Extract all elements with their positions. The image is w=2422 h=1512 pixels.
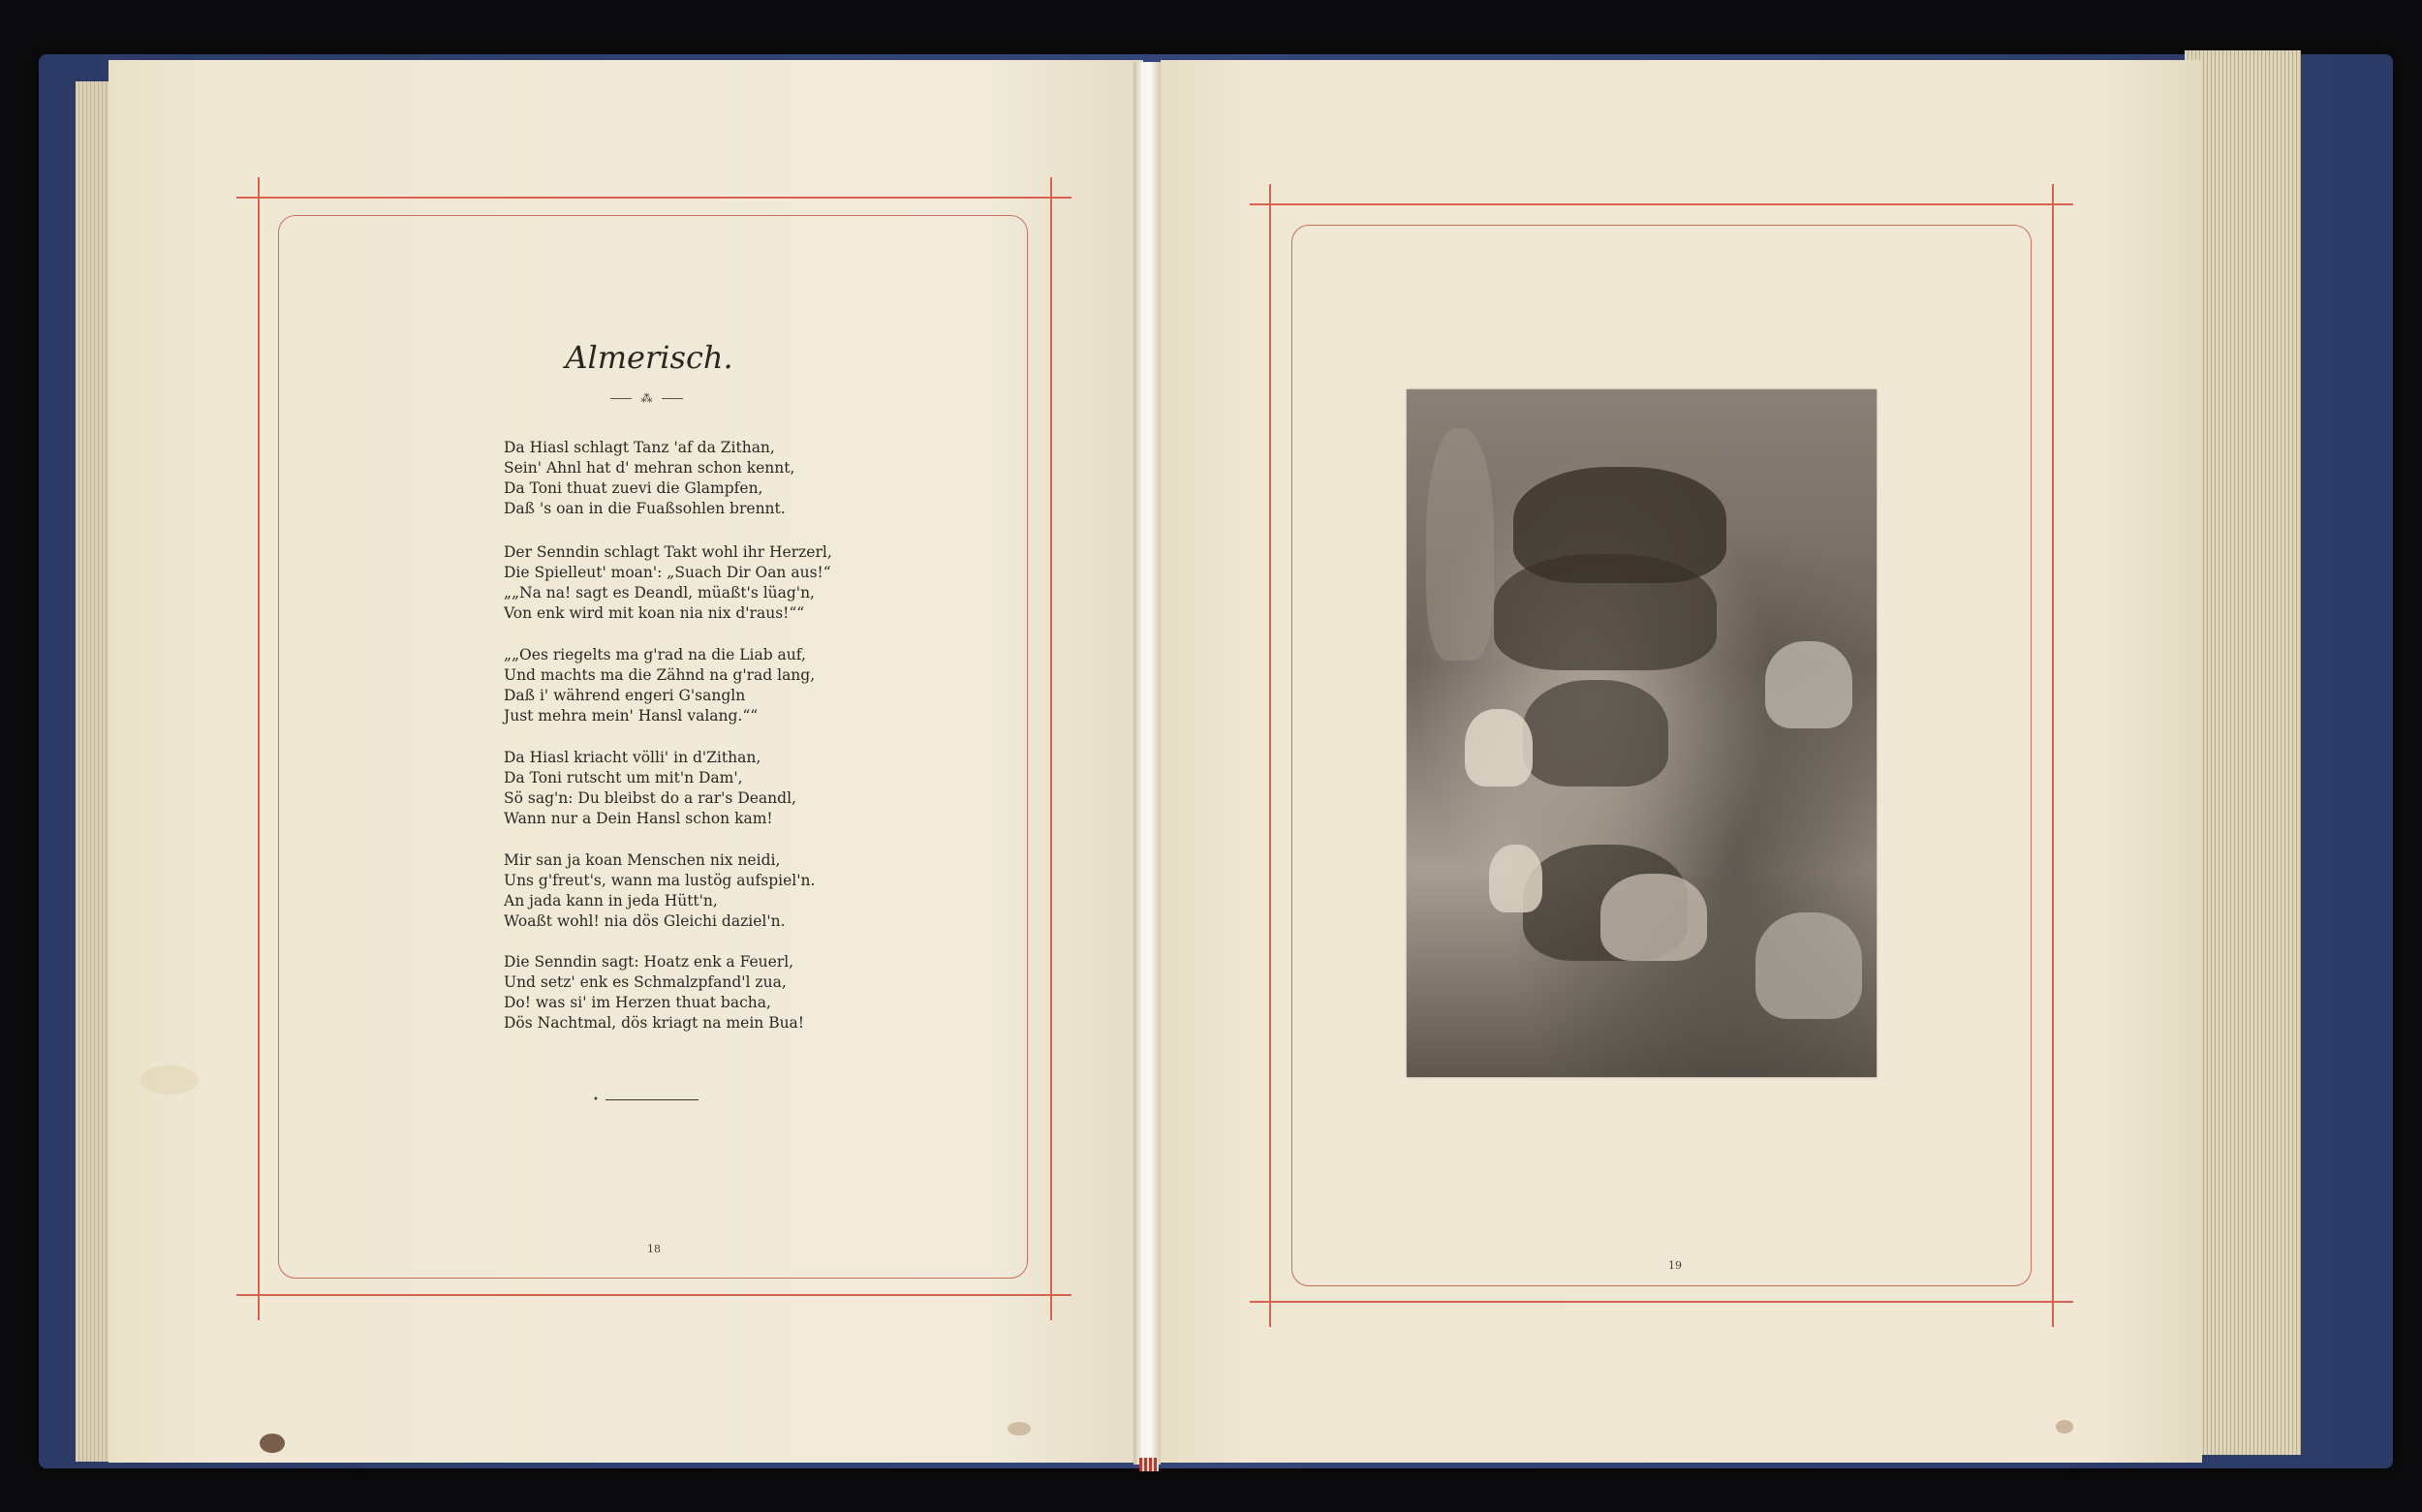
poem-line: „„Oes riegelts ma g'rad na die Liab auf, — [504, 646, 806, 663]
stanza-5 — [504, 850, 815, 932]
poem-line: Von enk wird mit koan nia nix d'raus!““ — [504, 604, 805, 622]
poem-line: Daß 's oan in die Fuaßsohlen brennt. — [504, 500, 786, 517]
frame-line — [236, 197, 1071, 199]
frame-line — [1050, 177, 1052, 1320]
poem-line: Und setz' enk es Schmalzpfand'l zua, — [504, 973, 787, 991]
stanza-1 — [504, 438, 794, 519]
poem-line: Do! was si' im Herzen thuat bacha, — [504, 994, 771, 1011]
poem-line: Da Toni thuat zuevi die Glampfen, — [504, 479, 763, 497]
poem-line: Uns g'freut's, wann ma lustög aufspiel'n. — [504, 872, 816, 889]
book-gutter — [1133, 62, 1161, 1465]
left-page-number: 18 — [647, 1243, 661, 1255]
stanza-3 — [504, 645, 815, 726]
foxing-stain — [1008, 1422, 1031, 1435]
poem-line: Da Hiasl kriacht völli' in d'Zithan, — [504, 749, 761, 766]
end-ornament-dot: • — [593, 1095, 599, 1105]
stanza-2 — [504, 542, 832, 624]
right-page-number: 19 — [1668, 1259, 1682, 1272]
foxing-stain — [140, 1065, 199, 1095]
photo-figure — [1755, 912, 1862, 1019]
stanza-4 — [504, 748, 796, 829]
poem-line: Woaßt wohl! nia dös Gleichi daziel'n. — [504, 912, 786, 930]
frame-line — [1250, 1301, 2073, 1303]
poem-line: Wann nur a Dein Hansl schon kam! — [504, 810, 773, 827]
photo-figure — [1600, 874, 1707, 961]
poem-line: Die Senndin sagt: Hoatz enk a Feuerl, — [504, 953, 794, 971]
frame-line — [258, 177, 260, 1320]
stanza-6 — [504, 952, 804, 1034]
poem-line: Und machts ma die Zähnd na g'rad lang, — [504, 666, 816, 684]
poem-line: Da Hiasl schlagt Tanz 'af da Zithan, — [504, 439, 775, 456]
title-ornament: ⁂ — [610, 391, 683, 405]
foxing-stain — [2056, 1420, 2073, 1434]
poem-line: Sö sag'n: Du bleibst do a rar's Deandl, — [504, 789, 796, 807]
mounted-photograph — [1407, 389, 1877, 1077]
poem-line: Just mehra mein' Hansl valang.““ — [504, 707, 759, 725]
frame-line — [1269, 184, 1271, 1327]
photo-figure — [1494, 554, 1717, 670]
photo-figure — [1523, 680, 1668, 787]
frame-line — [236, 1294, 1071, 1296]
poem-line: Sein' Ahnl hat d' mehran schon kennt, — [504, 459, 795, 477]
poem-line: Mir san ja koan Menschen nix neidi, — [504, 851, 781, 869]
headband — [1139, 1458, 1159, 1471]
poem-line: Der Senndin schlagt Takt wohl ihr Herzerl, — [504, 543, 832, 561]
right-page-edges — [2185, 50, 2301, 1455]
poem-line: An jada kann in jeda Hütt'n, — [504, 892, 718, 910]
poem-line: „„Na na! sagt es Deandl, müaßt's lüag'n, — [504, 584, 815, 602]
photo-figure — [1765, 641, 1852, 728]
photo-figure — [1489, 845, 1542, 912]
poem-line: Daß i' während engeri G'sangln — [504, 687, 746, 704]
frame-line — [2052, 184, 2054, 1327]
photo-figure — [1465, 709, 1533, 787]
end-rule — [606, 1099, 699, 1100]
foxing-stain — [260, 1434, 285, 1453]
poem-line: Da Toni rutscht um mit'n Dam', — [504, 769, 743, 787]
photo-figure — [1426, 428, 1494, 661]
poem-line: Dös Nachtmal, dös kriagt na mein Bua! — [504, 1014, 805, 1032]
poem-line: Die Spielleut' moan': „Suach Dir Oan aus!“ — [504, 564, 831, 581]
poem-title: Almerisch. — [565, 339, 733, 376]
frame-line — [1250, 203, 2073, 205]
